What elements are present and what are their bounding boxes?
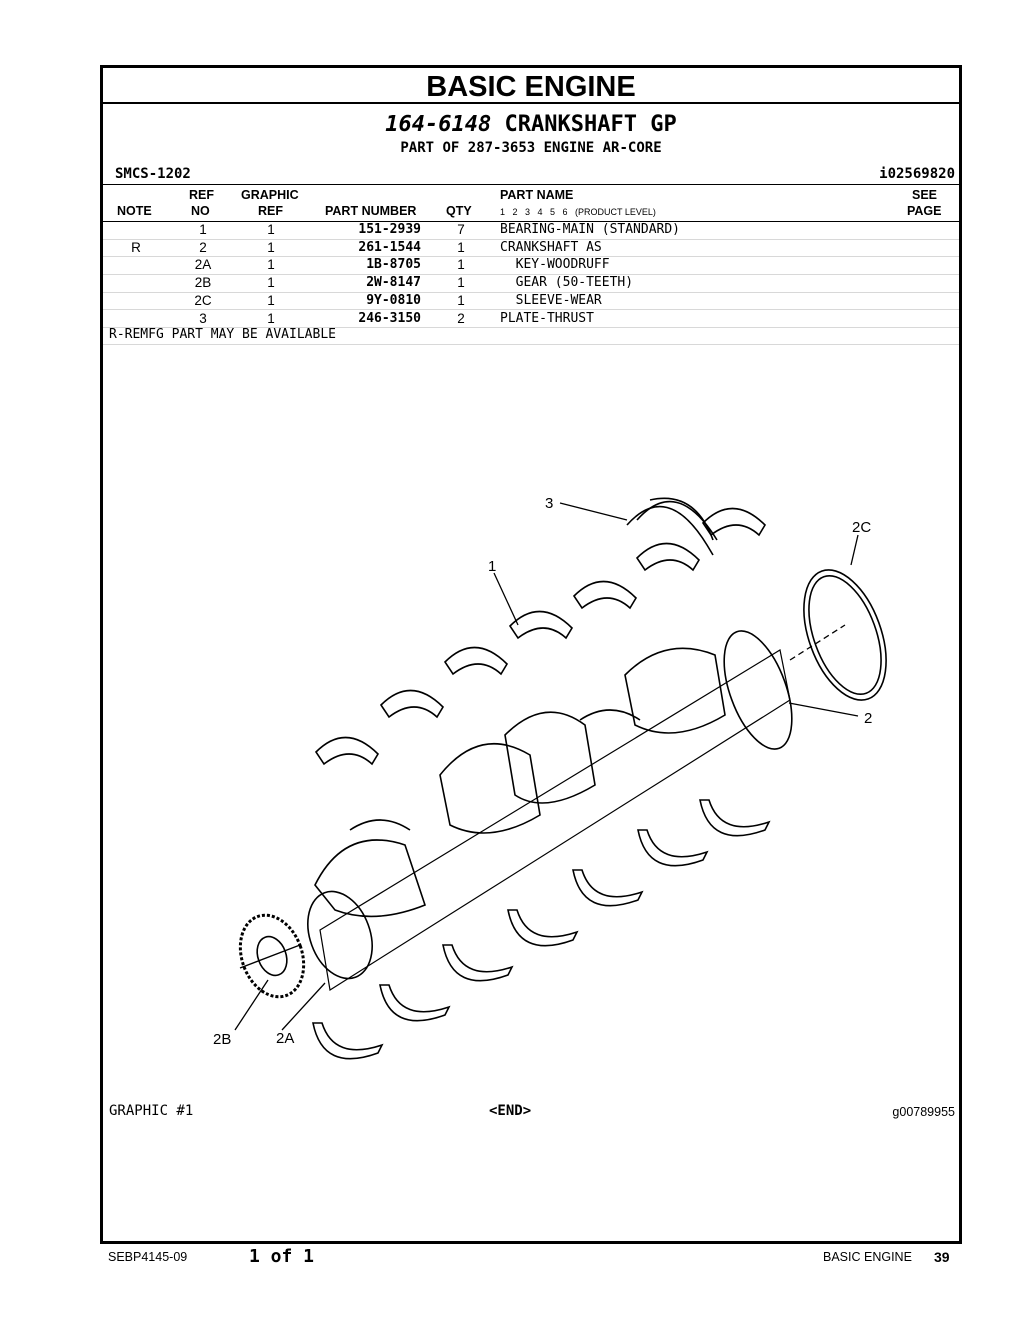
upper-bearing-shells: [316, 508, 765, 764]
row-graphic-ref: 1: [267, 275, 275, 291]
table-row: [103, 292, 959, 311]
table-row: [103, 221, 959, 240]
crankshaft: [296, 622, 805, 990]
row-ref: 3: [199, 310, 207, 326]
row-qty: 2: [457, 310, 465, 326]
document-id: SEBP4145-09: [108, 1250, 188, 1264]
graphic-label: GRAPHIC #1: [109, 1103, 194, 1119]
row-qty: 1: [457, 239, 465, 255]
col-see-top: SEE: [912, 188, 938, 202]
graphic-id: g00789955: [892, 1105, 955, 1119]
thrust-plates: [627, 498, 717, 555]
col-qty: QTY: [446, 204, 472, 218]
callout-1: 1: [488, 558, 497, 575]
group-part-name: CRANKSHAFT GP: [504, 112, 677, 137]
row-part-name: SLEEVE-WEAR: [500, 292, 602, 308]
col-graphic-bottom: REF: [258, 204, 283, 218]
col-note: NOTE: [117, 204, 152, 218]
row-part-name: BEARING-MAIN (STANDARD): [500, 222, 681, 237]
illustration-id: i02569820: [879, 166, 955, 182]
row-graphic-ref: 1: [267, 257, 275, 273]
crankshaft-exploded-diagram: [213, 490, 890, 1080]
col-levels: 1 2 3 4 5 6 (PRODUCT LEVEL): [500, 207, 656, 217]
callout-2a: 2A: [276, 1030, 295, 1047]
callout-leaders: [235, 503, 858, 1030]
page-of: 1 of 1: [249, 1246, 315, 1267]
table-header: [103, 184, 959, 222]
row-ref: 1: [199, 222, 207, 237]
row-part-name: CRANKSHAFT AS: [500, 239, 602, 255]
col-part-name: PART NAME: [500, 188, 574, 202]
divider: [103, 344, 959, 345]
table-row: [103, 274, 959, 293]
row-part-name: GEAR (50-TEETH): [500, 275, 634, 291]
row-qty: 1: [457, 257, 465, 273]
row-part-number: 2W-8147: [366, 275, 421, 291]
lower-bearing-shells: [313, 800, 769, 1059]
row-ref: 2: [199, 239, 207, 255]
row-part-number: 261-1544: [358, 239, 421, 255]
callout-2b: 2B: [213, 1031, 232, 1048]
row-note: R: [131, 239, 141, 255]
callout-2c: 2C: [852, 519, 872, 536]
row-graphic-ref: 1: [267, 222, 275, 237]
col-ref-top: REF: [189, 188, 214, 202]
page-number: 39: [934, 1249, 950, 1265]
row-ref: 2A: [194, 257, 212, 273]
footer-section: BASIC ENGINE: [823, 1250, 912, 1264]
table-row: [103, 239, 959, 258]
section-title: BASIC ENGINE: [103, 68, 959, 104]
table-row: [103, 256, 959, 275]
row-qty: 1: [457, 275, 465, 291]
col-ref-bottom: NO: [191, 204, 210, 218]
row-part-number: 9Y-0810: [366, 292, 421, 308]
table-row: [103, 310, 959, 329]
row-graphic-ref: 1: [267, 292, 275, 308]
row-part-number: 151-2939: [358, 222, 421, 237]
col-graphic-top: GRAPHIC: [241, 188, 299, 202]
part-group-title: [103, 112, 959, 137]
row-part-number: 246-3150: [358, 310, 421, 326]
col-see-bottom: PAGE: [907, 204, 942, 218]
row-part-number: 1B-8705: [366, 257, 421, 273]
row-part-name: PLATE-THRUST: [500, 310, 594, 326]
row-ref: 2B: [194, 275, 212, 291]
smcs-code: SMCS-1202: [115, 166, 191, 182]
group-part-number: 164-6148: [385, 112, 492, 137]
callout-2: 2: [864, 710, 873, 727]
row-qty: 7: [457, 222, 465, 237]
end-marker: <END>: [489, 1103, 532, 1119]
part-of-line: PART OF 287-3653 ENGINE AR-CORE: [400, 140, 662, 156]
row-graphic-ref: 1: [267, 239, 275, 255]
callout-3: 3: [545, 495, 554, 512]
row-qty: 1: [457, 292, 465, 308]
row-graphic-ref: 1: [267, 310, 275, 326]
col-part-number: PART NUMBER: [325, 204, 417, 218]
footnote: R-REMFG PART MAY BE AVAILABLE: [109, 327, 336, 342]
row-part-name: KEY-WOODRUFF: [500, 257, 610, 273]
row-ref: 2C: [194, 292, 212, 308]
